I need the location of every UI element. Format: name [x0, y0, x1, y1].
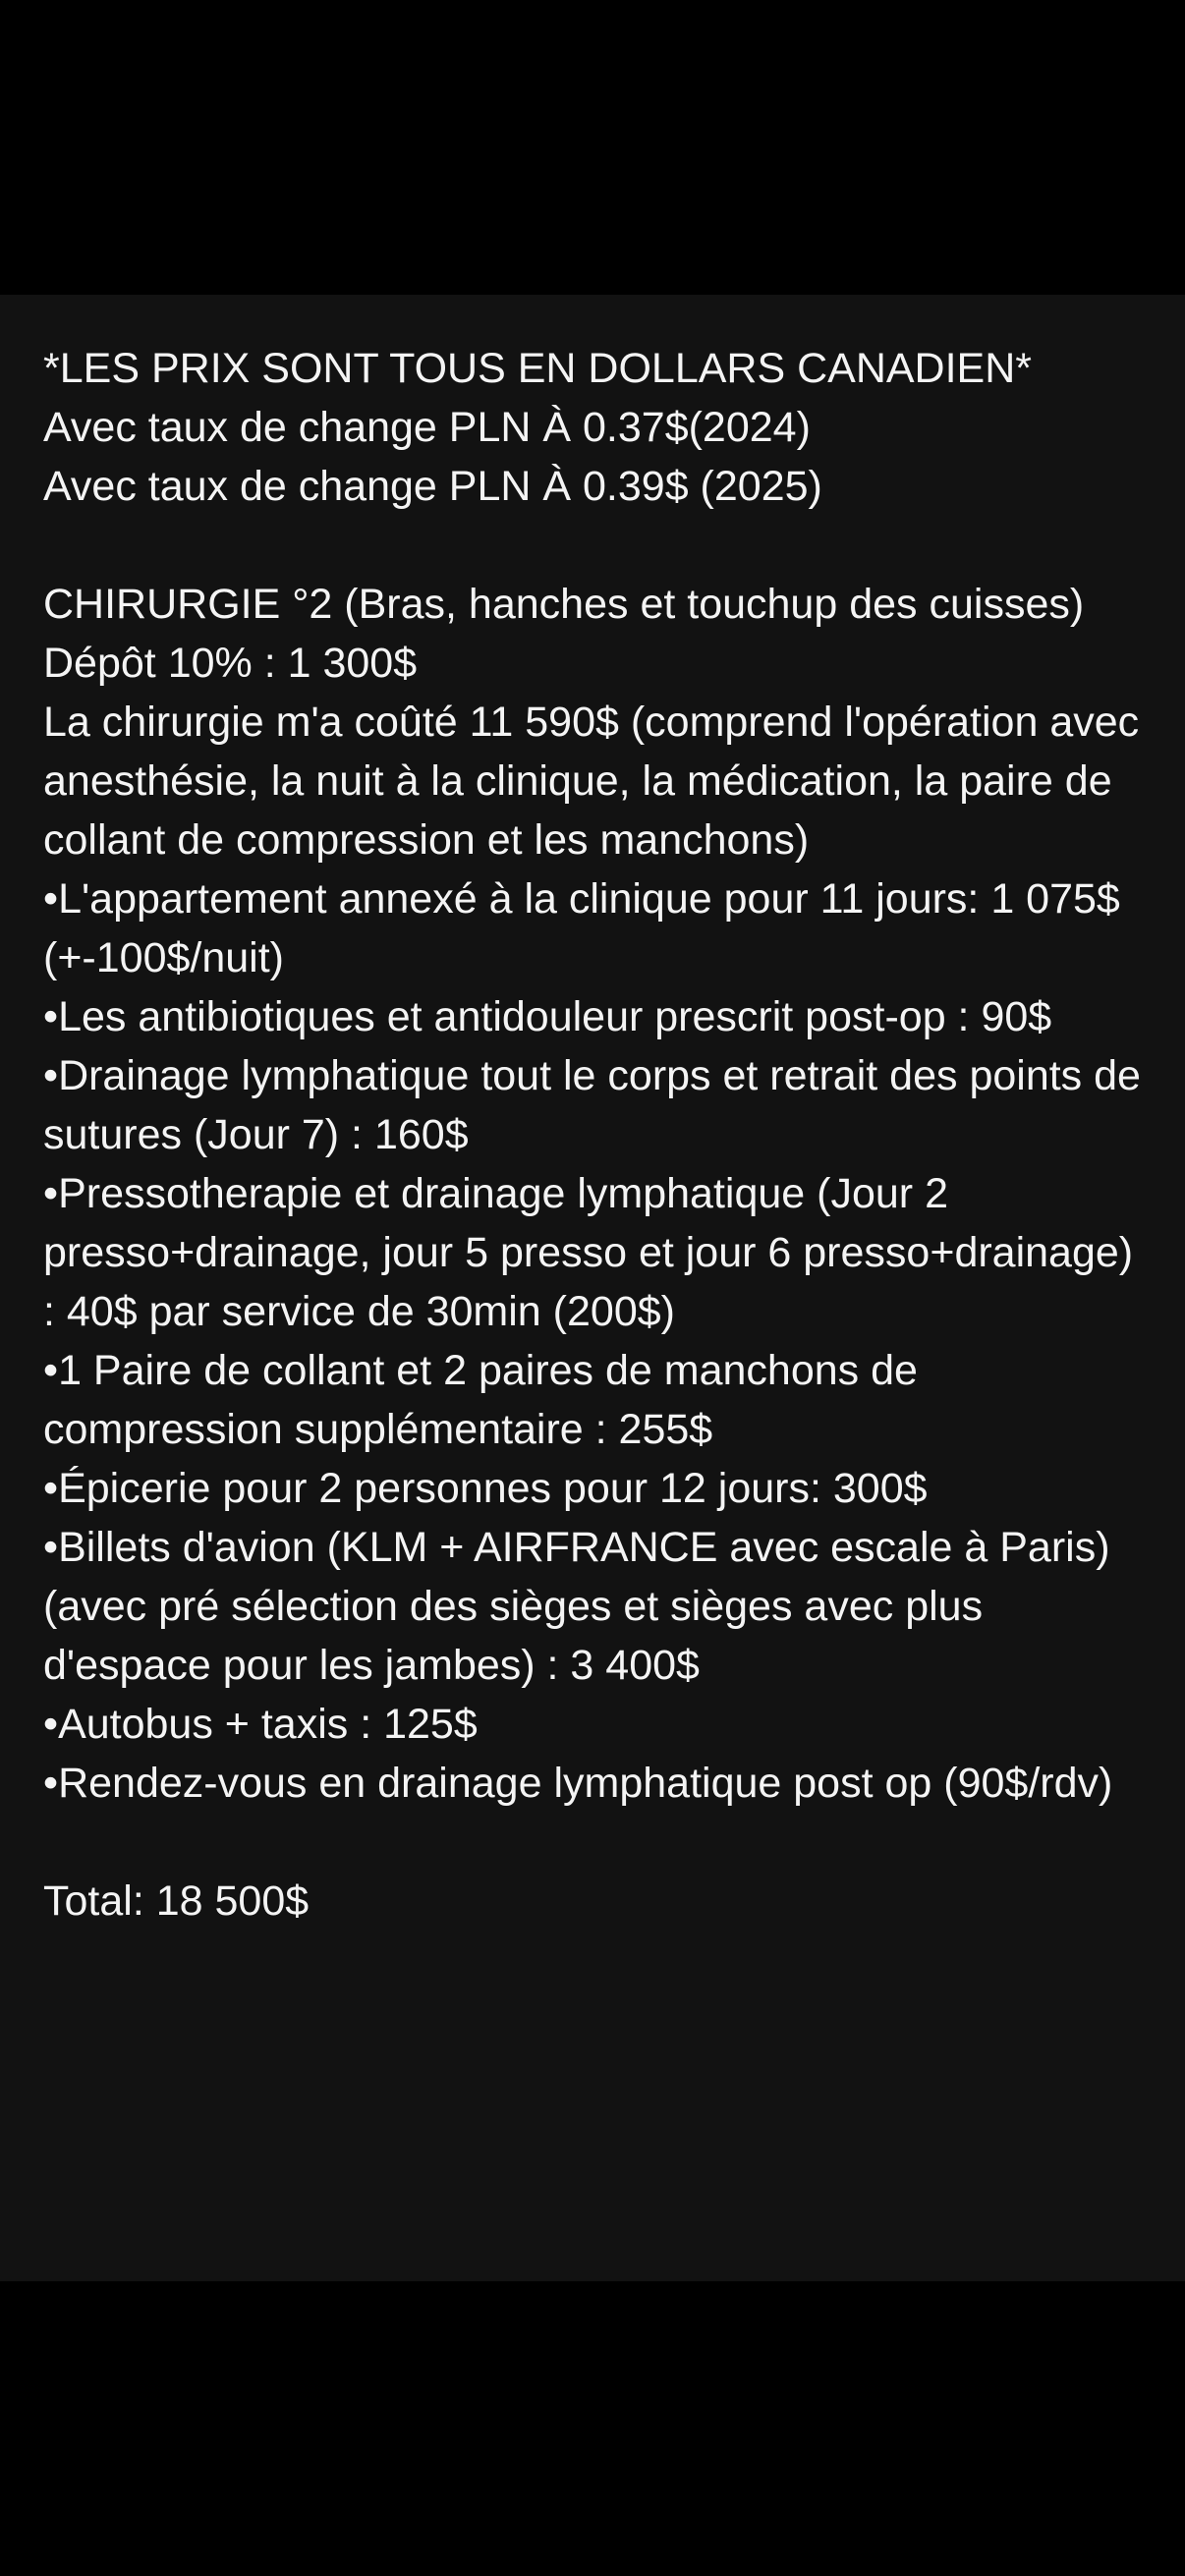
exchange-rate-2025: Avec taux de change PLN À 0.39$ (2025) — [43, 463, 822, 510]
list-item-medication: • Les antibiotiques et antidouleur prescrit post-op : 90$ — [43, 987, 1146, 1046]
list-item-post-op-drainage: • Rendez-vous en drainage lymphatique post op (90$/rdv) — [43, 1754, 1146, 1813]
list-item-apartment: • L'appartement annexé à la clinique pour 11 jours: 1 075$ (+-100$/nuit) — [43, 869, 1146, 987]
note-card — [0, 295, 1185, 2281]
deposit-line: Dépôt 10% : 1 300$ — [43, 640, 418, 687]
blank-line — [43, 516, 1146, 575]
surgery-title: CHIRURGIE °2 (Bras, hanches et touchup des cuisses) — [43, 581, 1085, 628]
list-item-pressotherapy: • Pressotherapie et drainage lymphatique (Jour 2 presso+drainage, jour 5 presso et jour 6 presso+drainage) : 40$ par service de 30min (200$) — [43, 1164, 1146, 1341]
list-item-transport: • Autobus + taxis : 125$ — [43, 1695, 1146, 1754]
blank-line — [43, 1813, 1146, 1872]
total-line: Total: 18 500$ — [43, 1877, 310, 1925]
surgery-cost: La chirurgie m'a coûté 11 590$ (comprend l'opération avec anesthésie, la nuit à la clinique, la médication, la paire de collant de compression et les manchons) — [43, 699, 1140, 864]
list-item-flights: • Billets d'avion (KLM + AIRFRANCE avec escale à Paris) (avec pré sélection des sièges et sièges avec plus d'espace pour les jambes) : 3 400$ — [43, 1518, 1146, 1695]
currency-notice: *LES PRIX SONT TOUS EN DOLLARS CANADIEN* — [43, 345, 1033, 392]
list-item-groceries: • Épicerie pour 2 personnes pour 12 jours: 300$ — [43, 1459, 1146, 1518]
list-item-drainage-sutures: • Drainage lymphatique tout le corps et retrait des points de sutures (Jour 7) : 160$ — [43, 1046, 1146, 1164]
exchange-rate-2024: Avec taux de change PLN À 0.37$(2024) — [43, 404, 811, 451]
list-item-compression: • 1 Paire de collant et 2 paires de manchons de compression supplémentaire : 255$ — [43, 1341, 1146, 1459]
